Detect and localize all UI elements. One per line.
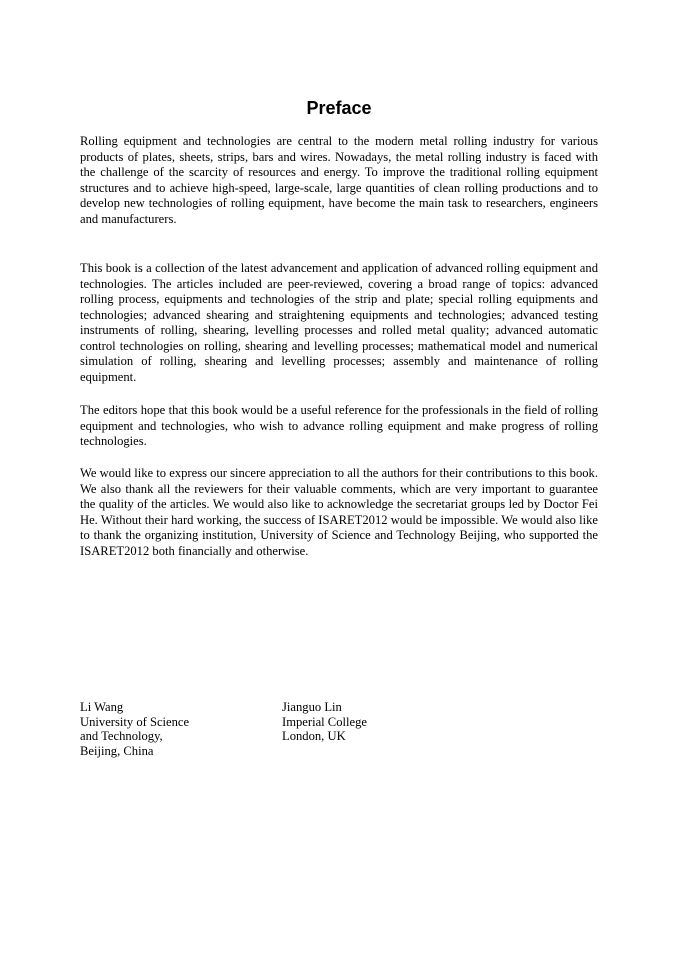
page-title: Preface <box>306 98 372 118</box>
signature-location-line: Beijing, China <box>80 743 154 758</box>
paragraph-editors-hope: The editors hope that this book would be a useful reference for the professionals in the field of rolling equipment and technologies, who wish to advance rolling equipment and make progress of rolling technologies. <box>80 403 598 448</box>
signature-affiliation-line: Imperial College <box>282 714 367 729</box>
paragraph-intro: Rolling equipment and technologies are central to the modern metal rolling industry for various products of plates, sheets, strips, bars and wires. Nowadays, the metal rolling industry is faced with the challenge of the scarcity of resources and energy. To improve the traditional rolling equipment structures and to achieve high-speed, large-scale, large quantities of clean rolling productions and to develop new technologies of rolling equipment, have become the main task to researchers, engineers and manufacturers. <box>80 134 598 226</box>
signature-affiliation-line: and Technology, <box>80 729 163 743</box>
signature-block-li-wang <box>80 700 189 758</box>
signature-block-jianguo-lin <box>282 700 367 744</box>
signature-location-line: London, UK <box>282 729 346 743</box>
paragraph-book-scope: This book is a collection of the latest advancement and application of advanced rolling equipment and technologies. The articles included are peer-reviewed, covering a broad range of topics: advanced rolling process, equipments and technologies of the strip and plate; special rolling equipments and technologies; advanced shearing and straightening equipments and technologies; advanced testing instruments of rolling, shearing, levelling processes and rolled metal quality; advanced automatic control technologies on rolling, shearing and levelling processes; mathematical model and numerical simulation of rolling, shearing and levelling processes; assembly and maintenance of rolling equipment. <box>80 261 598 384</box>
signature-name: Li Wang <box>80 700 124 714</box>
signature-name: Jianguo Lin <box>282 700 342 714</box>
signature-affiliation-line: University of Science <box>80 714 190 729</box>
paragraph-acknowledgements: We would like to express our sincere appreciation to all the authors for their contributions to this book. We also thank all the reviewers for their valuable comments, which are very important to guarantee the quality of the articles. We would also like to acknowledge the secretariat groups led by Doctor Fei He. Without their hard working, the success of ISARET2012 would be impossible. We would also like to thank the organizing institution, University of Science and Technology Beijing, who supported the ISARET2012 both financially and otherwise. <box>80 466 599 558</box>
